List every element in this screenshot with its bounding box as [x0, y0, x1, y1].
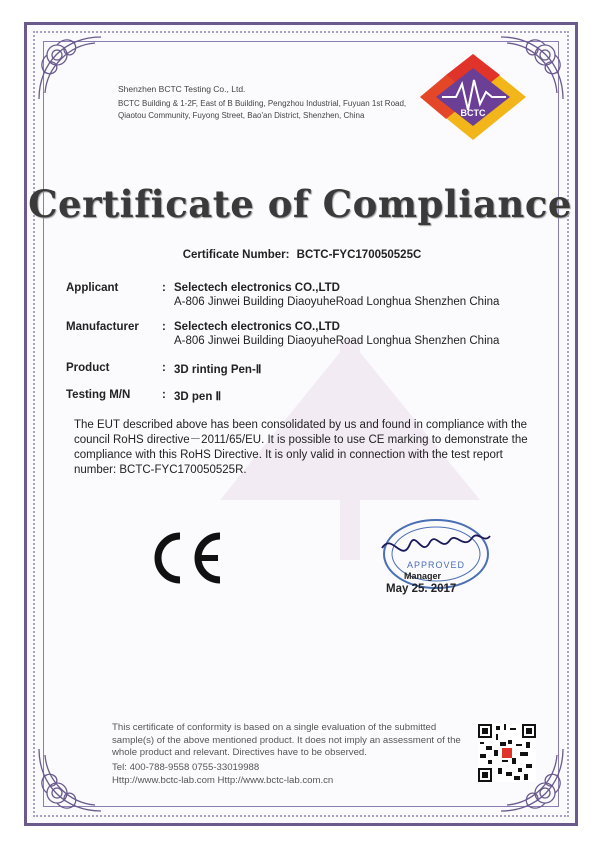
- testing-mn-value: 3D pen Ⅱ: [174, 391, 222, 403]
- colon: :: [162, 389, 166, 401]
- handwriting-text: linzhang: [372, 514, 376, 515]
- footer-note: This certificate of conformity is based on a single evaluation of the submitted sample(s) of the above mentioned product. It does not imply an assessment of the whole product and relevant. Directives have to be observed.: [112, 722, 461, 758]
- certificate-number-label: Certificate Number:: [182, 249, 290, 261]
- colon: :: [162, 362, 166, 374]
- footer-web: Http://www.bctc-lab.com Http://www.bctc-lab.com.cn: [112, 774, 334, 786]
- issue-date: May 25. 2017: [386, 583, 457, 595]
- compliance-statement: The EUT described above has been consolidated by us and found in compliance with the council RoHS directive－2011/65/EU. It is possible to use CE marking to demonstrate the compliance with this RoHS Directive. It is only valid in connection with the test report number: BCTC-FYC170050525R.: [74, 419, 528, 476]
- footer-contact: [112, 762, 333, 787]
- qr-code-icon: [478, 724, 536, 782]
- colon: :: [162, 321, 166, 333]
- certificate-number: [0, 249, 600, 261]
- corner-ornament-icon: [35, 745, 105, 815]
- manufacturer-address: A-806 Jinwei Building DiaoyuheRoad Longhua Shenzhen China: [174, 335, 500, 347]
- applicant-name: Selectech electronics CO.,LTD: [174, 282, 340, 294]
- ce-mark-icon: [148, 528, 228, 588]
- manufacturer-label: Manufacturer: [66, 321, 139, 333]
- certificate-title: Certificate of Compliance: [28, 182, 572, 226]
- ce-mark-text: CE: [148, 528, 150, 529]
- manufacturer-name: Selectech electronics CO.,LTD: [174, 321, 340, 333]
- lab-address: [118, 98, 418, 122]
- stamp-text: APPROVED: [406, 560, 466, 570]
- product-label: Product: [66, 362, 110, 374]
- logo-text: BCTC: [460, 108, 486, 118]
- bctc-logo: [418, 52, 528, 142]
- applicant-label: Applicant: [66, 282, 119, 294]
- corner-ornament-icon: [35, 33, 105, 103]
- lab-address-line2: Qiaotou Community, Fuyong Street, Bao'an District, Shenzhen, China: [118, 111, 365, 120]
- testing-mn-label: Testing M/N: [66, 389, 131, 401]
- footer-tel: Tel: 400-788-9558 0755-33019988: [112, 762, 260, 773]
- approved-stamp-icon: [372, 514, 494, 594]
- certificate-number-value: BCTC-FYC170050525C: [296, 249, 422, 261]
- signatory-title: Manager: [404, 571, 442, 581]
- colon: :: [162, 282, 166, 294]
- applicant-address: A-806 Jinwei Building DiaoyuheRoad Longhua Shenzhen China: [174, 296, 500, 308]
- lab-address-line1: BCTC Building & 1-2F, East of B Building, Pengzhou Industrial, Fuyuan 1st Road,: [118, 99, 407, 108]
- product-value: 3D rinting Pen-Ⅱ: [174, 364, 262, 376]
- lab-name: Shenzhen BCTC Testing Co., Ltd.: [118, 84, 246, 94]
